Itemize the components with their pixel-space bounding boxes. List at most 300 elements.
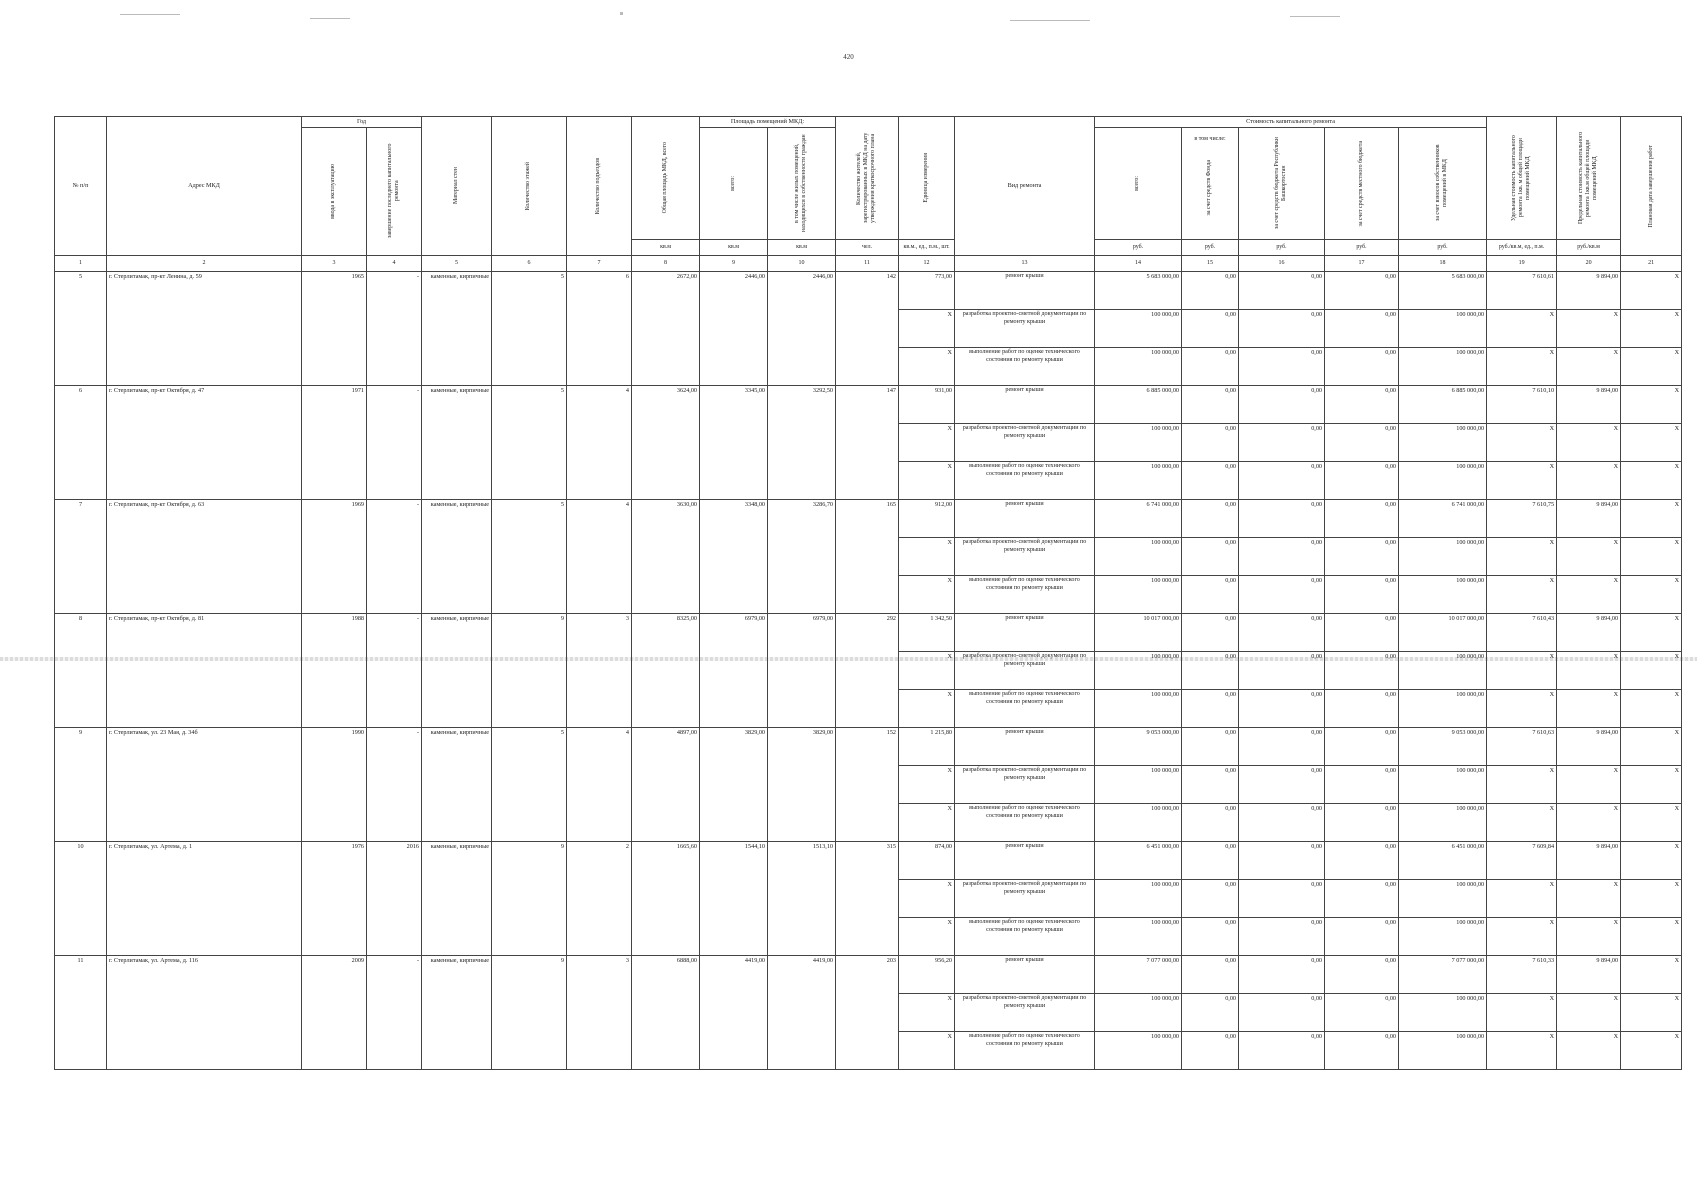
row-entrances: 4 [567,728,632,842]
header-year-commissioning: ввода в эксплуатацию [330,163,337,219]
work-cost-local: 0,00 [1325,766,1399,804]
work-cost-republic: 0,00 [1239,500,1325,538]
work-cost-republic: 0,00 [1239,538,1325,576]
work-max-cost: 9 894,00 [1557,614,1621,652]
work-type: ремонт крыши [955,842,1095,880]
work-cost-fund: 0,00 [1182,614,1239,652]
work-planned-date: X [1621,272,1682,310]
work-type: выполнение работ по оценке технического состояния по ремонту крыши [955,462,1095,500]
work-cost-owners: 100 000,00 [1399,804,1487,842]
table-row [55,956,1682,994]
row-year-repair: - [367,614,422,728]
column-number: 18 [1399,256,1487,272]
work-cost-local: 0,00 [1325,386,1399,424]
work-unit-cost: 7 609,84 [1487,842,1557,880]
work-unit-cost: 7 610,10 [1487,386,1557,424]
work-qty: X [899,918,955,956]
row-premises-included: 2446,00 [768,272,836,386]
work-qty: X [899,994,955,1032]
work-planned-date: X [1621,994,1682,1032]
column-number: 3 [302,256,367,272]
column-number: 4 [367,256,422,272]
table-row [55,842,1682,880]
work-cost-owners: 9 053 000,00 [1399,728,1487,766]
work-qty: 773,00 [899,272,955,310]
work-cost-owners: 100 000,00 [1399,880,1487,918]
work-max-cost: X [1557,576,1621,614]
work-unit-cost: 7 610,33 [1487,956,1557,994]
work-max-cost: X [1557,994,1621,1032]
page-number: 420 [843,53,854,61]
row-address: г. Стерлитамак, пр-кт Октября, д. 47 [107,386,302,500]
row-num: 9 [55,728,107,842]
row-premises-included: 6979,00 [768,614,836,728]
work-cost-total: 6 885 000,00 [1095,386,1182,424]
work-cost-owners: 6 885 000,00 [1399,386,1487,424]
column-number: 2 [107,256,302,272]
work-qty: X [899,804,955,842]
header-year-last-repair: завершение последнего капитального ремонта [386,144,400,239]
work-cost-total: 10 017 000,00 [1095,614,1182,652]
row-residents: 142 [836,272,899,386]
work-cost-local: 0,00 [1325,348,1399,386]
work-cost-total: 100 000,00 [1095,576,1182,614]
table-row [55,500,1682,538]
header-cost-total-cell [1095,127,1182,239]
work-cost-republic: 0,00 [1239,842,1325,880]
row-num: 8 [55,614,107,728]
work-cost-fund: 0,00 [1182,462,1239,500]
work-qty: 912,00 [899,500,955,538]
work-cost-fund: 0,00 [1182,804,1239,842]
header-fund-cell [1182,127,1239,239]
row-num: 11 [55,956,107,1070]
header-entrances: Количество подъездов [595,157,602,215]
work-unit-cost: 7 610,61 [1487,272,1557,310]
work-cost-total: 6 741 000,00 [1095,500,1182,538]
row-floors: 5 [492,728,567,842]
unit-area-premises: кв.м [700,240,768,256]
work-max-cost: X [1557,310,1621,348]
work-cost-republic: 0,00 [1239,994,1325,1032]
row-address: г. Стерлитамак, пр-кт Октября, д. 81 [107,614,302,728]
row-total-area: 1665,60 [632,842,700,956]
row-num: 6 [55,386,107,500]
work-planned-date: X [1621,880,1682,918]
work-qty: X [899,652,955,690]
work-cost-local: 0,00 [1325,728,1399,766]
row-entrances: 6 [567,272,632,386]
work-max-cost: 9 894,00 [1557,386,1621,424]
work-unit-cost: X [1487,690,1557,728]
row-entrances: 4 [567,500,632,614]
work-cost-local: 0,00 [1325,842,1399,880]
work-cost-total: 100 000,00 [1095,766,1182,804]
work-type: разработка проектно-сметной документации по ремонту крыши [955,766,1095,804]
work-cost-owners: 100 000,00 [1399,348,1487,386]
work-cost-owners: 100 000,00 [1399,994,1487,1032]
work-qty: X [899,880,955,918]
header-fund: за счет средств Фонда [1206,160,1213,216]
work-type: разработка проектно-сметной документации по ремонту крыши [955,994,1095,1032]
work-cost-local: 0,00 [1325,424,1399,462]
work-cost-total: 6 451 000,00 [1095,842,1182,880]
work-cost-fund: 0,00 [1182,310,1239,348]
row-address: г. Стерлитамак, ул. Артема, д. 116 [107,956,302,1070]
work-cost-owners: 100 000,00 [1399,310,1487,348]
work-qty: X [899,424,955,462]
work-type: ремонт крыши [955,500,1095,538]
work-qty: 874,00 [899,842,955,880]
header-total-area: Общая площадь МКД, всего [661,142,668,214]
work-cost-owners: 100 000,00 [1399,918,1487,956]
work-cost-republic: 0,00 [1239,614,1325,652]
work-type: выполнение работ по оценке технического состояния по ремонту крыши [955,1032,1095,1070]
scan-speck [120,14,180,15]
header-owners-cell [1399,127,1487,239]
row-material: каменные, кирпичные [422,728,492,842]
header-premises-total: всего: [729,175,736,191]
work-cost-local: 0,00 [1325,614,1399,652]
row-year-built: 1976 [302,842,367,956]
work-cost-local: 0,00 [1325,272,1399,310]
table-body [55,272,1682,1070]
work-qty: 1 215,80 [899,728,955,766]
row-num: 7 [55,500,107,614]
unit-rub-max-cost: руб./кв.м [1557,240,1621,256]
row-material: каменные, кирпичные [422,272,492,386]
work-type: ремонт крыши [955,272,1095,310]
work-cost-fund: 0,00 [1182,766,1239,804]
work-unit-cost: X [1487,880,1557,918]
row-entrances: 3 [567,956,632,1070]
work-cost-owners: 5 683 000,00 [1399,272,1487,310]
unit-rub-total: руб. [1095,240,1182,256]
work-unit-cost: 7 610,43 [1487,614,1557,652]
work-cost-total: 100 000,00 [1095,994,1182,1032]
work-qty: X [899,538,955,576]
row-floors: 5 [492,386,567,500]
work-cost-fund: 0,00 [1182,386,1239,424]
row-year-repair: - [367,956,422,1070]
work-cost-owners: 100 000,00 [1399,424,1487,462]
work-type: ремонт крыши [955,956,1095,994]
work-max-cost: X [1557,690,1621,728]
work-cost-owners: 100 000,00 [1399,1032,1487,1070]
work-qty: 956,20 [899,956,955,994]
work-unit-cost: 7 610,75 [1487,500,1557,538]
header-unit-cost-cell [1487,117,1557,240]
column-number: 15 [1182,256,1239,272]
work-cost-total: 100 000,00 [1095,538,1182,576]
work-type: выполнение работ по оценке технического состояния по ремонту крыши [955,348,1095,386]
row-premises-included: 3292,50 [768,386,836,500]
work-cost-republic: 0,00 [1239,918,1325,956]
row-residents: 203 [836,956,899,1070]
header-planned-date: Плановая дата завершения работ [1647,144,1654,228]
header-owners: за счет взносов собственников помещений в МКД [1435,145,1449,222]
work-type: выполнение работ по оценке технического состояния по ремонту крыши [955,690,1095,728]
work-cost-local: 0,00 [1325,804,1399,842]
header-floors-cell [492,117,567,256]
work-max-cost: X [1557,918,1621,956]
work-planned-date: X [1621,462,1682,500]
work-qty: 1 342,50 [899,614,955,652]
work-cost-fund: 0,00 [1182,424,1239,462]
work-cost-total: 100 000,00 [1095,462,1182,500]
row-year-built: 1988 [302,614,367,728]
column-number: 10 [768,256,836,272]
row-residents: 152 [836,728,899,842]
column-number: 21 [1621,256,1682,272]
work-planned-date: X [1621,424,1682,462]
work-cost-local: 0,00 [1325,576,1399,614]
header-cost-total: всего: [1134,175,1141,191]
work-unit-cost: X [1487,994,1557,1032]
unit-rub-local: руб. [1325,240,1399,256]
header-including: в том числе: [1194,135,1226,142]
work-cost-fund: 0,00 [1182,880,1239,918]
row-entrances: 4 [567,386,632,500]
row-year-repair: - [367,272,422,386]
work-cost-fund: 0,00 [1182,538,1239,576]
column-number-row [55,256,1682,272]
column-number: 20 [1557,256,1621,272]
work-cost-owners: 100 000,00 [1399,652,1487,690]
work-unit-cost: X [1487,538,1557,576]
header-total-area-cell [632,117,700,240]
row-address: г. Стерлитамак, ул. Артема, д. 1 [107,842,302,956]
work-cost-fund: 0,00 [1182,576,1239,614]
row-material: каменные, кирпичные [422,842,492,956]
header-year-commissioning-cell [302,127,367,255]
work-max-cost: X [1557,348,1621,386]
work-cost-fund: 0,00 [1182,690,1239,728]
work-type: разработка проектно-сметной документации по ремонту крыши [955,424,1095,462]
row-premises: 4419,00 [700,956,768,1070]
work-cost-local: 0,00 [1325,994,1399,1032]
header-year-group: Год [302,117,422,128]
work-cost-local: 0,00 [1325,500,1399,538]
work-cost-total: 100 000,00 [1095,652,1182,690]
row-year-repair: - [367,500,422,614]
row-total-area: 4897,00 [632,728,700,842]
work-cost-local: 0,00 [1325,880,1399,918]
row-premises-included: 3286,70 [768,500,836,614]
work-planned-date: X [1621,1032,1682,1070]
work-cost-local: 0,00 [1325,652,1399,690]
work-cost-republic: 0,00 [1239,880,1325,918]
row-premises: 3348,00 [700,500,768,614]
work-cost-total: 100 000,00 [1095,348,1182,386]
header-year-last-repair-cell [367,127,422,255]
work-type: разработка проектно-сметной документации по ремонту крыши [955,880,1095,918]
row-year-built: 1969 [302,500,367,614]
work-max-cost: 9 894,00 [1557,272,1621,310]
work-cost-fund: 0,00 [1182,728,1239,766]
row-total-area: 3624,00 [632,386,700,500]
table-row [55,614,1682,652]
row-entrances: 2 [567,842,632,956]
work-cost-republic: 0,00 [1239,956,1325,994]
header-cost-group: Стоимость капитального ремонта [1095,117,1487,128]
row-year-repair: - [367,386,422,500]
work-cost-fund: 0,00 [1182,956,1239,994]
work-qty: X [899,576,955,614]
work-cost-total: 100 000,00 [1095,310,1182,348]
row-year-built: 1965 [302,272,367,386]
column-number: 6 [492,256,567,272]
work-type: выполнение работ по оценке технического состояния по ремонту крыши [955,576,1095,614]
work-cost-republic: 0,00 [1239,424,1325,462]
header-residents: Количество жителей, зарегистрированных в МКД на дату утверждения краткосрочного плана [856,132,877,224]
header-work-type: Вид ремонта [955,117,1095,256]
work-cost-republic: 0,00 [1239,348,1325,386]
column-number: 14 [1095,256,1182,272]
work-max-cost: X [1557,424,1621,462]
work-cost-fund: 0,00 [1182,348,1239,386]
work-unit-cost: X [1487,804,1557,842]
work-cost-owners: 100 000,00 [1399,538,1487,576]
row-material: каменные, кирпичные [422,956,492,1070]
scan-speck [310,18,350,19]
work-cost-fund: 0,00 [1182,652,1239,690]
row-floors: 9 [492,842,567,956]
row-premises-included: 4419,00 [768,956,836,1070]
row-floors: 5 [492,500,567,614]
work-planned-date: X [1621,310,1682,348]
header-wall-material: Материал стен [452,167,459,205]
header-republic-budget: за счет средств бюджета Республики Башкортостан [1274,137,1288,230]
column-number: 17 [1325,256,1399,272]
work-planned-date: X [1621,842,1682,880]
row-premises: 3345,00 [700,386,768,500]
work-planned-date: X [1621,500,1682,538]
work-cost-fund: 0,00 [1182,994,1239,1032]
work-max-cost: X [1557,766,1621,804]
row-floors: 9 [492,956,567,1070]
work-cost-republic: 0,00 [1239,1032,1325,1070]
work-type: разработка проектно-сметной документации по ремонту крыши [955,652,1095,690]
table-row [55,272,1682,310]
work-planned-date: X [1621,766,1682,804]
row-premises: 1544,10 [700,842,768,956]
header-unit: Единица измерения [922,153,929,203]
unit-rub-owners: руб. [1399,240,1487,256]
work-planned-date: X [1621,690,1682,728]
table-row [55,386,1682,424]
work-type: выполнение работ по оценке технического состояния по ремонту крыши [955,804,1095,842]
header-premises-total-cell [700,127,768,239]
scan-speck [1290,16,1340,17]
work-cost-republic: 0,00 [1239,690,1325,728]
scan-speck [620,12,623,15]
work-cost-total: 100 000,00 [1095,424,1182,462]
row-year-built: 2009 [302,956,367,1070]
work-qty: X [899,1032,955,1070]
row-premises: 3829,00 [700,728,768,842]
work-cost-republic: 0,00 [1239,462,1325,500]
column-number: 7 [567,256,632,272]
work-cost-owners: 100 000,00 [1399,766,1487,804]
work-cost-owners: 10 017 000,00 [1399,614,1487,652]
row-material: каменные, кирпичные [422,386,492,500]
header-floors: Количество этажей [525,161,532,211]
work-type: выполнение работ по оценке технического состояния по ремонту крыши [955,918,1095,956]
work-cost-total: 100 000,00 [1095,918,1182,956]
work-cost-local: 0,00 [1325,690,1399,728]
row-material: каменные, кирпичные [422,614,492,728]
row-floors: 9 [492,614,567,728]
work-planned-date: X [1621,538,1682,576]
work-planned-date: X [1621,804,1682,842]
work-cost-total: 100 000,00 [1095,1032,1182,1070]
row-num: 5 [55,272,107,386]
work-cost-republic: 0,00 [1239,766,1325,804]
scan-speck [1010,20,1090,21]
work-planned-date: X [1621,614,1682,652]
header-residents-cell [836,117,899,240]
work-planned-date: X [1621,956,1682,994]
header-unit-cell [899,117,955,240]
row-address: г. Стерлитамак, ул. 23 Мая, д. 34б [107,728,302,842]
row-residents: 165 [836,500,899,614]
row-address: г. Стерлитамак, пр-кт Ленина, д. 59 [107,272,302,386]
table-row [55,728,1682,766]
work-cost-republic: 0,00 [1239,272,1325,310]
work-planned-date: X [1621,652,1682,690]
row-total-area: 3630,00 [632,500,700,614]
work-cost-total: 9 053 000,00 [1095,728,1182,766]
row-total-area: 8325,00 [632,614,700,728]
header-max-cost-cell [1557,117,1621,240]
work-qty: X [899,462,955,500]
repair-register-table [54,116,1682,1070]
work-cost-total: 100 000,00 [1095,880,1182,918]
work-max-cost: X [1557,880,1621,918]
work-unit-cost: 7 610,63 [1487,728,1557,766]
row-material: каменные, кирпичные [422,500,492,614]
row-premises-included: 3829,00 [768,728,836,842]
work-cost-total: 7 077 000,00 [1095,956,1182,994]
unit-rub-fund: руб. [1182,240,1239,256]
work-max-cost: 9 894,00 [1557,500,1621,538]
work-type: ремонт крыши [955,728,1095,766]
work-cost-total: 100 000,00 [1095,804,1182,842]
work-planned-date: X [1621,918,1682,956]
column-number: 13 [955,256,1095,272]
work-type: ремонт крыши [955,614,1095,652]
unit-people: чел. [836,240,899,256]
row-entrances: 3 [567,614,632,728]
row-num: 10 [55,842,107,956]
work-max-cost: X [1557,462,1621,500]
work-unit-cost: X [1487,918,1557,956]
work-cost-fund: 0,00 [1182,842,1239,880]
work-cost-republic: 0,00 [1239,652,1325,690]
work-unit-cost: X [1487,766,1557,804]
column-number: 11 [836,256,899,272]
header-wall-material-cell [422,117,492,256]
work-cost-republic: 0,00 [1239,728,1325,766]
work-planned-date: X [1621,348,1682,386]
work-max-cost: 9 894,00 [1557,728,1621,766]
row-total-area: 6888,00 [632,956,700,1070]
header-local-budget-cell [1325,127,1399,239]
work-cost-fund: 0,00 [1182,500,1239,538]
work-cost-fund: 0,00 [1182,272,1239,310]
work-max-cost: X [1557,538,1621,576]
